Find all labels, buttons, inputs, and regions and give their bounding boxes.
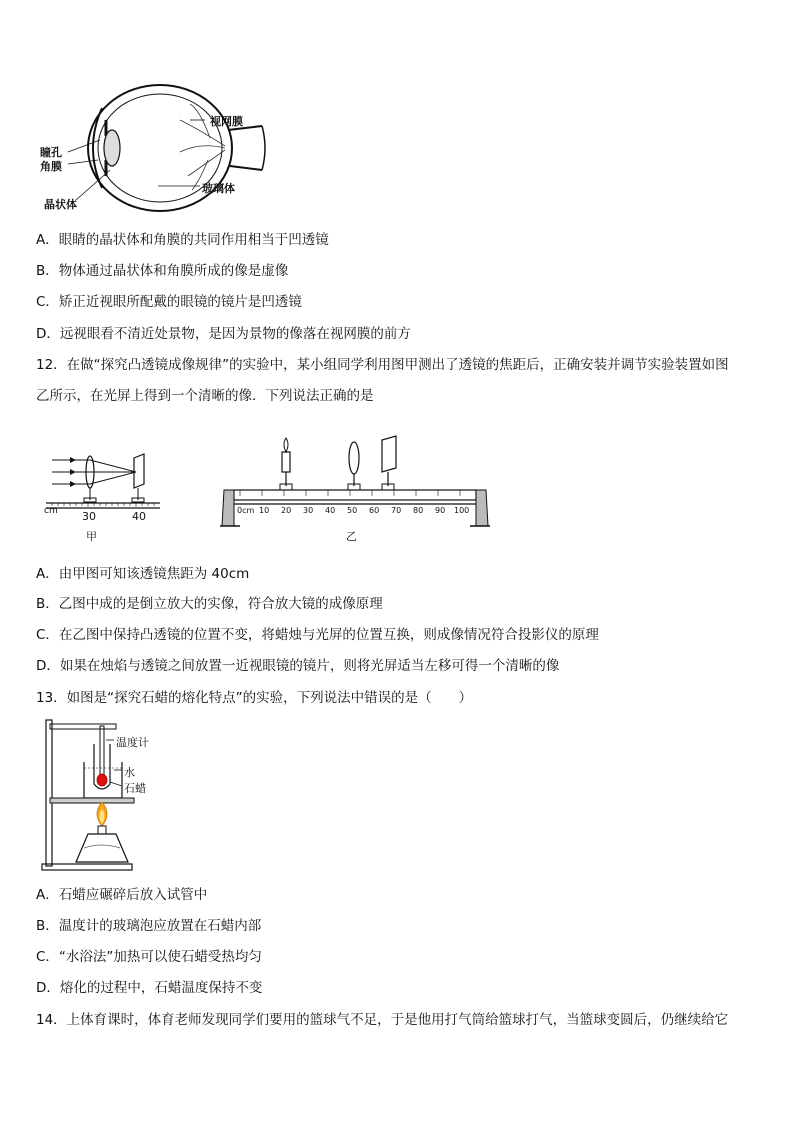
eye-diagram xyxy=(40,80,270,215)
q13-stem: 13．如图是“探究石蜡的熔化特点”的实验，下列说法中错误的是（ ） xyxy=(36,690,473,706)
yi-scale-40: 40 xyxy=(325,506,336,515)
label-vitreous: 玻璃体 xyxy=(202,182,235,195)
label-retina: 视网膜 xyxy=(210,115,243,128)
q13-option-b: B．温度计的玻璃泡应放置在石蜡内部 xyxy=(36,918,262,934)
label-cornea: 角膜 xyxy=(40,160,62,173)
label-lens: 晶状体 xyxy=(44,198,77,211)
yi-scale-50: 50 xyxy=(347,506,358,515)
q12-option-b: B．乙图中成的是倒立放大的实像，符合放大镜的成像原理 xyxy=(36,596,383,612)
label-pupil: 瞳孔 xyxy=(40,146,62,159)
figure-jia xyxy=(44,450,164,545)
yi-scale-0: 0cm xyxy=(237,506,255,515)
label-wax: 石蜡 xyxy=(124,782,146,795)
q13-option-a: A．石蜡应碾碎后放入试管中 xyxy=(36,887,208,903)
yi-scale-80: 80 xyxy=(413,506,424,515)
q14-stem: 14．上体育课时，体育老师发现同学们要用的篮球气不足，于是他用打气筒给篮球打气，当篮球变圆后，仍继续给它 xyxy=(36,1012,729,1028)
q13-option-d: D．熔化的过程中，石蜡温度保持不变 xyxy=(36,980,263,996)
jia-unit: cm xyxy=(44,506,58,516)
yi-scale-70: 70 xyxy=(391,506,402,515)
yi-scale-20: 20 xyxy=(281,506,292,515)
q12-option-a: A．由甲图可知该透镜焦距为 40cm xyxy=(36,566,250,582)
yi-scale-60: 60 xyxy=(369,506,380,515)
yi-scale-100: 100 xyxy=(454,506,470,515)
q11-option-c: C．矫正近视眼所配戴的眼镜的镜片是凹透镜 xyxy=(36,294,302,310)
q12-stem-line2: 乙所示，在光屏上得到一个清晰的像．下列说法正确的是 xyxy=(36,388,374,404)
wax-melting-figure xyxy=(40,714,200,874)
figure-yi xyxy=(220,434,490,546)
label-water: 水 xyxy=(124,766,135,779)
q12-stem-line1: 12．在做“探究凸透镜成像规律”的实验中，某小组同学利用图甲测出了透镜的焦距后，正确安装并调节实验装置如图 xyxy=(36,357,729,373)
eye-diagram-drawing xyxy=(40,80,270,215)
yi-scale-30: 30 xyxy=(303,506,314,515)
yi-scale-90: 90 xyxy=(435,506,446,515)
q11-option-b: B．物体通过晶状体和角膜所成的像是虚像 xyxy=(36,263,289,279)
jia-tick-40: 40 xyxy=(132,510,146,523)
q12-option-d: D．如果在烛焰与透镜之间放置一近视眼镜的镜片，则将光屏适当左移可得一个清晰的像 xyxy=(36,658,560,674)
q13-option-c: C．“水浴法”加热可以使石蜡受热均匀 xyxy=(36,949,262,965)
yi-scale-10: 10 xyxy=(259,506,270,515)
label-thermometer: 温度计 xyxy=(116,736,149,749)
jia-caption: 甲 xyxy=(86,530,97,543)
focal-length-setup xyxy=(44,450,164,545)
q11-option-d: D．远视眼看不清近处景物，是因为景物的像落在视网膜的前方 xyxy=(36,326,411,342)
yi-caption: 乙 xyxy=(346,530,357,543)
q12-option-c: C．在乙图中保持凸透镜的位置不变，将蜡烛与光屏的位置互换，则成像情况符合投影仪的原理 xyxy=(36,627,599,643)
jia-tick-30: 30 xyxy=(82,510,96,523)
q11-option-a: A．眼睛的晶状体和角膜的共同作用相当于凹透镜 xyxy=(36,232,329,248)
